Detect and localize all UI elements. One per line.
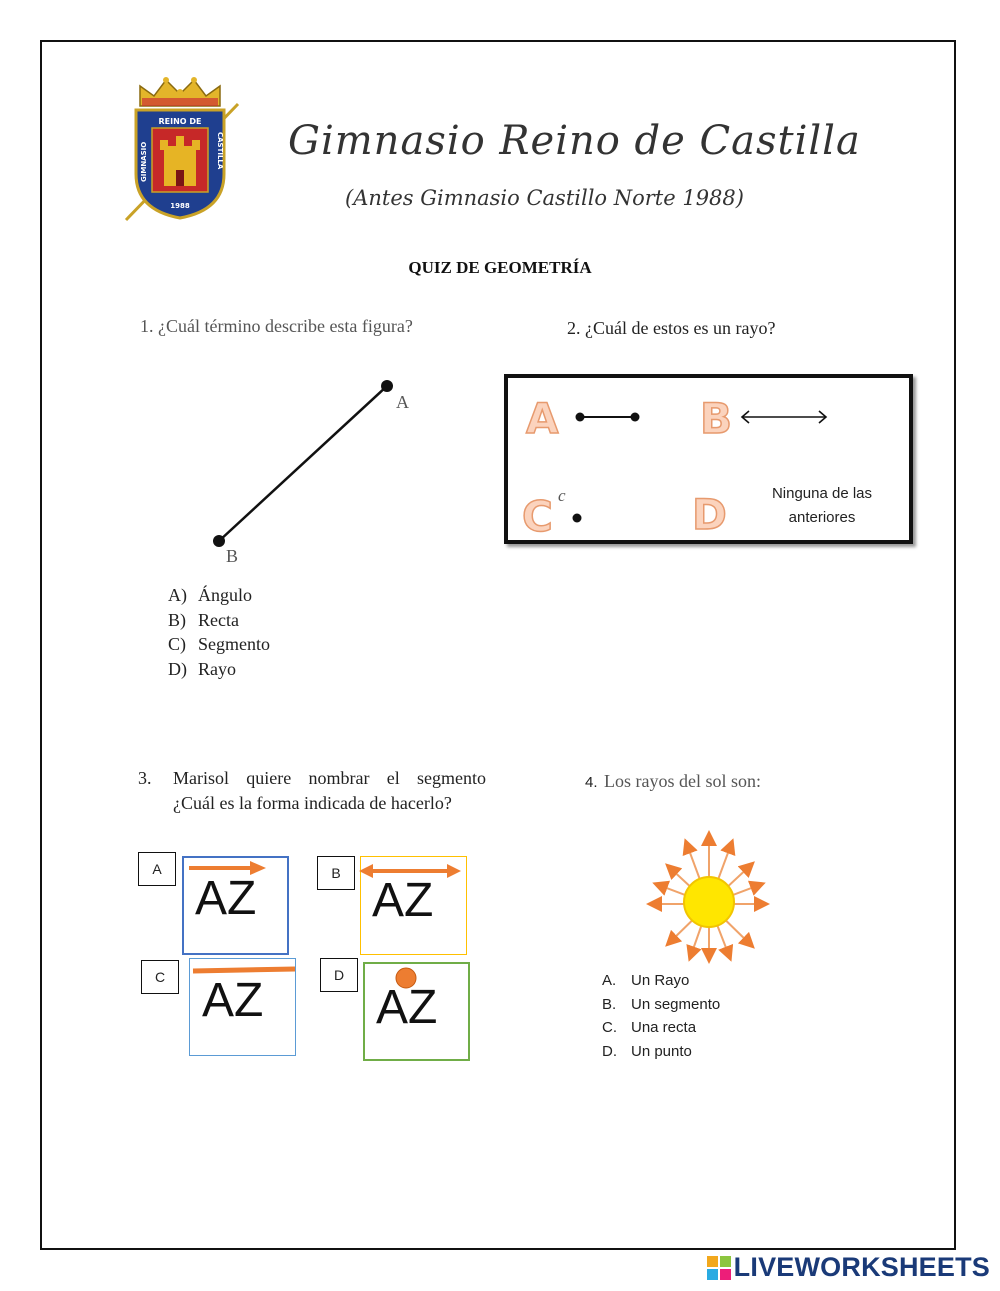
option-text: Recta	[198, 609, 239, 630]
q1-question: 1. ¿Cuál término describe esta figura?	[140, 316, 413, 336]
q2-question: 2. ¿Cuál de estos es un rayo?	[567, 318, 776, 338]
q3-option-b-notation: AZ	[372, 874, 434, 927]
sun-rays-icon	[634, 826, 774, 966]
q4-option-a[interactable]	[602, 969, 720, 993]
q4-option-d[interactable]	[602, 1040, 720, 1064]
q4-option-b[interactable]	[602, 993, 720, 1017]
q2-none-text	[752, 482, 892, 530]
option-letter: D)	[168, 658, 187, 679]
liveworksheets-brand: LIVEWORKSHEETS	[733, 1252, 990, 1282]
q3-line2: ¿Cuál es la forma indicada de hacerlo?	[173, 793, 452, 813]
option-text: Un Rayo	[631, 972, 690, 989]
q1-label-a: A	[396, 392, 409, 412]
crest-text-top: REINO DE	[158, 117, 202, 126]
liveworksheets-icon	[707, 1256, 731, 1280]
q3-option-d-notation: AZ	[376, 981, 438, 1034]
option-letter: B.	[602, 995, 617, 1013]
q2-letter-d[interactable]: D	[692, 490, 727, 539]
q3-option-a-notation: AZ	[195, 872, 257, 925]
option-letter: A.	[602, 972, 617, 989]
q1-option-d[interactable]	[168, 657, 270, 682]
option-letter: C.	[602, 1019, 617, 1036]
crest-text-right: CASTILLA	[216, 132, 224, 170]
q2-letter-a[interactable]: A	[526, 394, 559, 443]
q1-option-b[interactable]	[168, 608, 270, 633]
q1-option-a[interactable]	[168, 583, 270, 608]
option-letter: A)	[168, 585, 187, 605]
q4-question: Los rayos del sol son:	[604, 771, 761, 791]
q2-segment-icon	[574, 408, 644, 426]
q3-number: 3.	[138, 768, 152, 788]
option-text: Rayo	[198, 658, 236, 679]
q3-label-d: D	[320, 958, 358, 992]
q1-option-c[interactable]	[168, 632, 270, 657]
option-letter: C)	[168, 634, 186, 654]
q2-letter-b[interactable]: B	[700, 394, 733, 443]
crest-text-left: GIMNASIO	[140, 141, 148, 182]
option-text: Ángulo	[198, 585, 252, 605]
crest-year: 1988	[170, 202, 190, 210]
option-text: Un punto	[631, 1042, 692, 1060]
option-text: Una recta	[631, 1019, 697, 1036]
q1-label-b: B	[226, 546, 239, 566]
school-subtitle: (Antes Gimnasio Castillo Norte 1988)	[345, 186, 744, 210]
q4-number: 4.	[585, 774, 598, 791]
option-letter: D.	[602, 1042, 617, 1060]
option-text: Segmento	[198, 634, 270, 654]
school-crest-logo	[120, 74, 246, 224]
q2-point-icon	[570, 511, 584, 525]
q3-label-b: B	[317, 856, 355, 890]
q2-point-label: c	[558, 486, 566, 505]
q2-letter-c[interactable]: C	[522, 492, 553, 541]
q1-segment-line	[219, 386, 387, 541]
q2-line-icon	[738, 407, 830, 427]
school-name: Gimnasio Reino de Castilla	[288, 118, 861, 164]
q4-options	[602, 969, 720, 1063]
q2-none-line2: anteriores	[788, 509, 856, 526]
q1-point-a	[381, 380, 393, 392]
q1-options	[168, 583, 270, 681]
option-text: Un segmento	[631, 995, 721, 1013]
option-letter: B)	[168, 609, 186, 630]
q3-line1: Marisol quiere nombrar el segmento	[173, 768, 486, 788]
quiz-title: QUIZ DE GEOMETRÍA	[408, 258, 592, 277]
q1-segment-figure	[200, 372, 430, 572]
q3-option-c-notation: AZ	[202, 974, 264, 1027]
q1-point-b	[213, 535, 225, 547]
q4-option-c[interactable]	[602, 1016, 720, 1040]
liveworksheets-logo[interactable]	[707, 1252, 990, 1283]
q3-label-a: A	[138, 852, 176, 886]
q2-none-line1: Ninguna de las	[771, 485, 873, 502]
q3-label-c: C	[141, 960, 179, 994]
